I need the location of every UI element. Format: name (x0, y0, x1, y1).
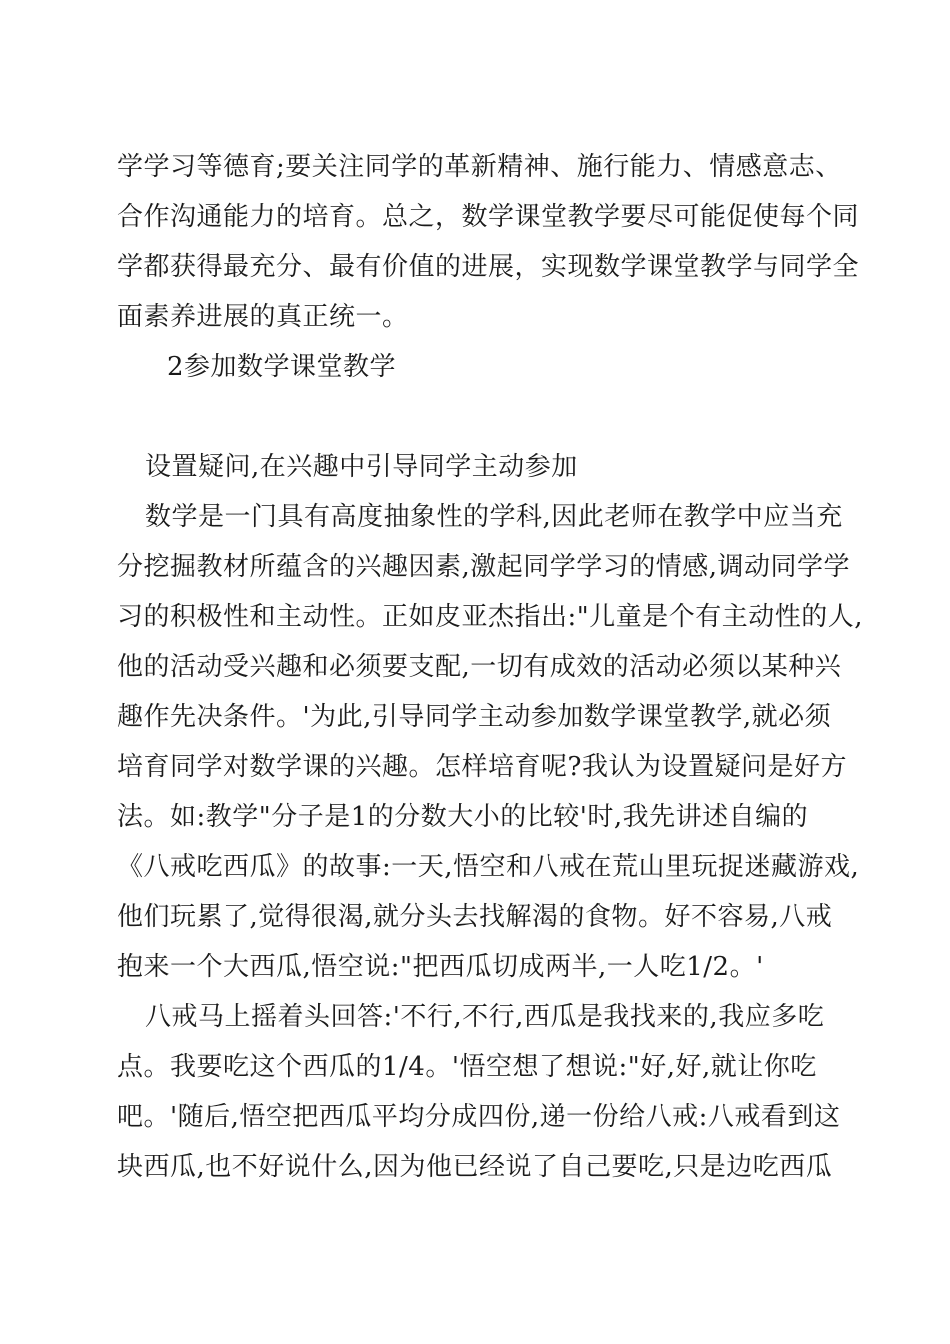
paragraph-first-line: 八戒马上摇着头回答:'不行,不行,西瓜是我找来的,我应多吃 (145, 1002, 825, 1032)
paragraph-first-line: 数学是一门具有高度抽象性的学科,因此老师在教学中应当充 (145, 502, 843, 532)
text-line: 学学习等德育;要关注同学的革新精神、施行能力、情感意志、 (117, 152, 842, 182)
text-line: 培育同学对数学课的兴趣。怎样培育呢?我认为设置疑问是好方 (117, 752, 847, 782)
text-line: 趣作先决条件。'为此,引导同学主动参加数学课堂教学,就必须 (117, 702, 832, 732)
text-line: 他的活动受兴趣和必须要支配,一切有成效的活动必须以某种兴 (117, 652, 842, 682)
section-heading: 2参加数学课堂教学 (167, 352, 397, 382)
text-line: 学都获得最充分、最有价值的进展，实现数学课堂教学与同学全 (117, 252, 860, 282)
text-line: 法。如:教学"分子是1的分数大小的比较'时,我先讲述自编的 (117, 802, 809, 832)
text-line: 面素养进展的真正统一。 (117, 302, 409, 332)
text-line: 《八戒吃西瓜》的故事:一天,悟空和八戒在荒山里玩捉迷藏游戏, (117, 852, 860, 882)
text-line: 合作沟通能力的培育。总之，数学课堂教学要尽可能促使每个同 (117, 202, 860, 232)
text-line: 分挖掘教材所蕴含的兴趣因素,激起同学学习的情感,调动同学学 (117, 552, 851, 582)
text-line: 点。我要吃这个西瓜的1/4。'悟空想了想说:"好,好,就让你吃 (117, 1052, 817, 1082)
text-line: 他们玩累了,觉得很渴,就分头去找解渴的食物。好不容易,八戒 (117, 902, 833, 932)
subsection-heading: 设置疑问,在兴趣中引导同学主动参加 (145, 452, 578, 482)
text-line: 习的积极性和主动性。正如皮亚杰指出:"儿童是个有主动性的人, (117, 602, 863, 632)
text-line: 吧。'随后,悟空把西瓜平均分成四份,递一份给八戒:八戒看到这 (117, 1102, 841, 1132)
text-line: 抱来一个大西瓜,悟空说:"把西瓜切成两半,一人吃1/2。' (117, 952, 764, 982)
text-line: 块西瓜,也不好说什么,因为他已经说了自己要吃,只是边吃西瓜 (117, 1152, 833, 1182)
